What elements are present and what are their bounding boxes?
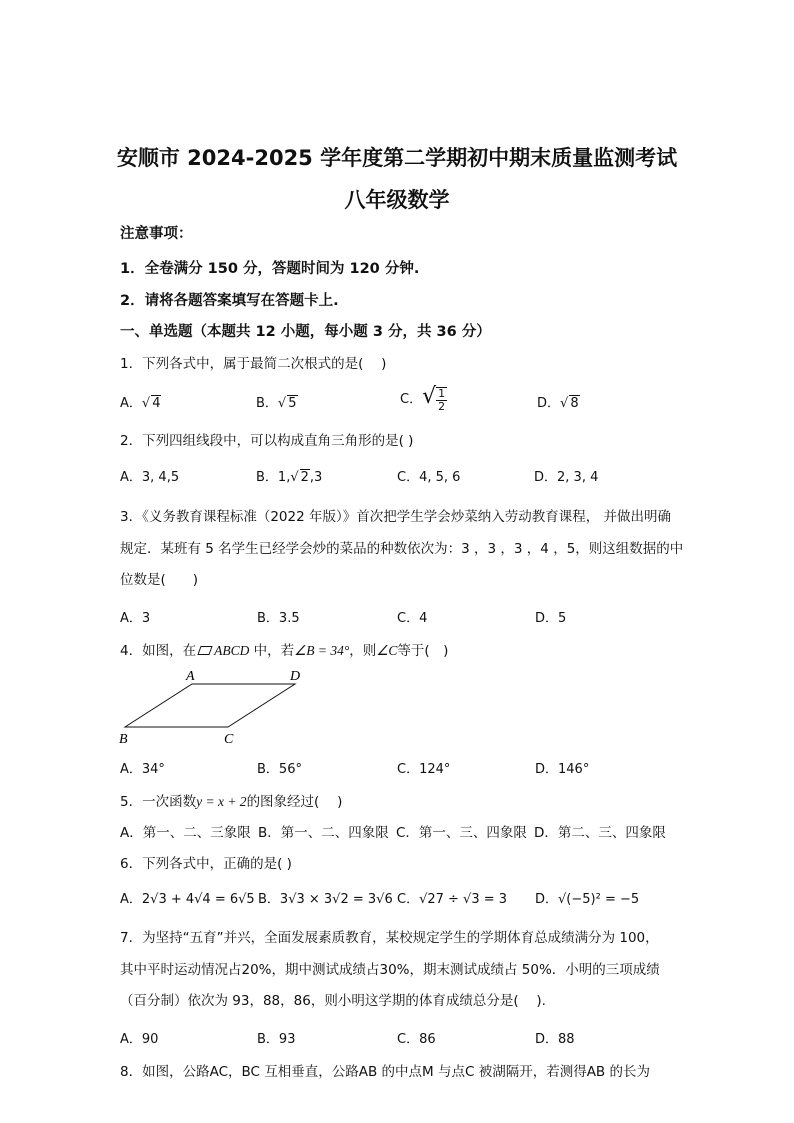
label-d: D [290,669,301,684]
q1-option-a: A．√ 4 [120,396,161,411]
q8-line-1: 8．如图，公路AC，BC 互相垂直，公路AB 的中点M 与点C 被湖隔开，若测得AB 的长为 [120,1064,650,1080]
page-subtitle: 八年级数学 [344,188,450,212]
q7-option-d: D．88 [535,1032,575,1047]
page-title: 安顺市 2024-2025 学年度第二学期初中期末质量监测考试 [116,146,678,170]
q5-option-b: B．第一、二、四象限 [258,825,389,841]
q2-option-a: A．3, 4,5 [120,470,180,485]
parallelogram-symbol [197,646,212,655]
q4-option-b: B．56° [257,762,302,777]
q1-stem: 1．下列各式中，属于最简二次根式的是( ) [120,356,387,372]
q7-option-c: C．86 [397,1032,436,1047]
notice-item-1: 1．全卷满分 150 分，答题时间为 120 分钟. [120,261,420,277]
q7-line-1: 7．为坚持“五育”并兴，全面发展素质教育，某校规定学生的学期体育总成绩满分为 100， [120,930,659,946]
q3-option-d: D．5 [535,611,567,626]
notice-item-2: 2．请将各题答案填写在答题卡上. [120,293,339,309]
q1-option-b: B．√ 5 [256,396,297,411]
q5-stem: 5．一次函数y = x + 2的图象经过( ) [120,794,343,810]
label-b: B [119,732,128,747]
q2-option-b: B．1,√ 2,3 [256,470,323,485]
label-a: A [186,669,195,684]
q6-option-a: A．2√3 + 4√4 = 6√5 [120,892,255,907]
q4-stem: 4．如图，在 ABCD 中，若∠B = 34°，则∠C等于( ) [120,643,449,659]
q2-option-d: D．2, 3, 4 [534,470,599,485]
q3-line-3: 位数是( ) [120,572,199,588]
q3-option-a: A．3 [120,611,151,626]
q5-option-a: A．第一、二、三象限 [120,825,251,841]
q7-option-b: B．93 [257,1032,296,1047]
q3-option-b: B．3.5 [257,611,300,626]
parallelogram-figure [115,665,315,747]
q7-line-2: 其中平时运动情况占20%，期中测试成绩占30%，期末测试成绩占 50%．小明的三项成绩 [120,962,660,978]
q5-option-d: D．第二、三、四象限 [534,825,666,841]
parallelogram-shape [125,684,295,727]
q3-line-1: 3．《义务教育课程标准（2022 年版）》首次把学生学会炒菜纳入劳动教育课程， 并做出明确 [120,509,672,525]
section-heading: 一、单选题（本题共 12 小题，每小题 3 分，共 36 分） [120,324,491,340]
q3-option-c: C．4 [397,611,428,626]
q4-option-d: D．146° [535,762,590,777]
q4-option-a: A．34° [120,762,165,777]
label-c: C [224,732,234,747]
q6-option-b: B．3√3 × 3√2 = 3√6 [258,892,393,907]
q2-option-c: C．4, 5, 6 [397,470,461,485]
q1-option-d: D．√ 8 [537,396,579,411]
q5-option-c: C．第一、三、四象限 [396,825,527,841]
q3-line-2: 规定．某班有 5 名学生已经学会炒的菜品的种数依次为：3 ，3 ，3 ，4 ，5，则这组数据的中 [120,541,684,557]
q7-option-a: A．90 [120,1032,159,1047]
notice-heading: 注意事项： [120,226,193,242]
q2-stem: 2．下列四组线段中，可以构成直角三角形的是( ) [120,433,414,449]
q6-option-c: C．√27 ÷ √3 = 3 [397,892,508,907]
q4-option-c: C．124° [397,762,451,777]
q6-stem: 6．下列各式中，正确的是( ) [120,856,292,872]
q7-line-3: （百分制）依次为 93，88，86，则小明这学期的体育成绩总分是( ). [120,993,546,1009]
q6-option-d: D．√(−5)² = −5 [535,892,640,907]
q1-option-c: C．√ $\frac{1}{2}$ [400,384,446,413]
